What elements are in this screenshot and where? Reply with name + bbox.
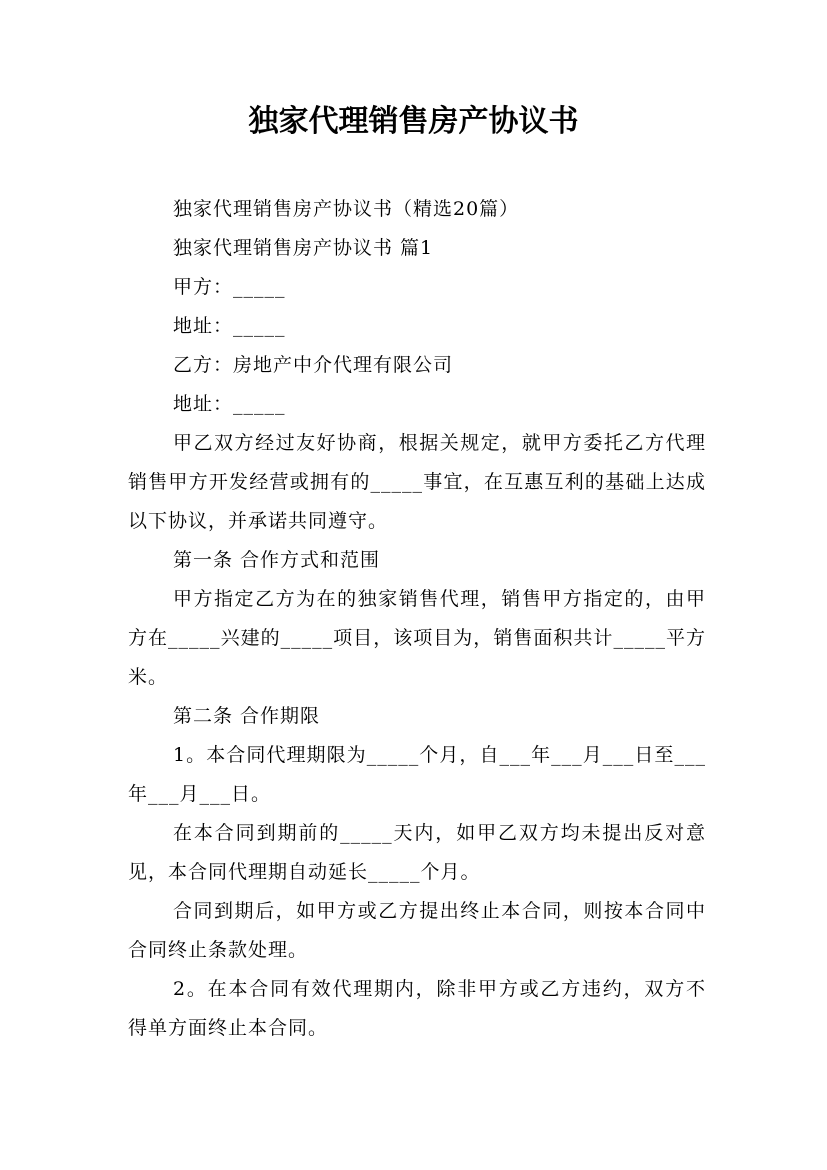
paragraph-article-2-clause-1: 1。本合同代理期限为_____个月，自___年___月___日至___年___月___日。 — [128, 744, 706, 805]
document-body — [128, 190, 706, 1048]
paragraph-party-a: 甲方：_____ — [173, 276, 286, 298]
paragraph-party-b-address: 地址：_____ — [173, 393, 286, 415]
paragraph-article-1-body: 甲方指定乙方为在的独家销售代理，销售甲方指定的，由甲方在_____兴建的_____项目，该项目为，销售面积共计_____平方米。 — [128, 588, 706, 688]
paragraph-article-2-termination: 合同到期后，如甲方或乙方提出终止本合同，则按本合同中合同终止条款处理。 — [128, 900, 706, 961]
paragraph-article-1-heading: 第一条 合作方式和范围 — [173, 549, 381, 571]
paragraph-article-2-extension: 在本合同到期前的_____天内，如甲乙双方均未提出反对意见，本合同代理期自动延长_____个月。 — [128, 822, 706, 883]
paragraph-party-a-address: 地址：_____ — [173, 315, 286, 337]
paragraph-subtitle: 独家代理销售房产协议书（精选20篇） — [173, 198, 520, 220]
paragraph-article-2-heading: 第二条 合作期限 — [173, 705, 321, 727]
paragraph-party-b: 乙方：房地产中介代理有限公司 — [173, 354, 454, 376]
document-title: 独家代理销售房产协议书 — [248, 104, 579, 139]
paragraph-preamble: 甲乙双方经过友好协商，根据关规定，就甲方委托乙方代理销售甲方开发经营或拥有的_____事宜，在互惠互利的基础上达成以下协议，并承诺共同遵守。 — [128, 432, 706, 532]
paragraph-article-2-clause-2: 2。在本合同有效代理期内，除非甲方或乙方违约，双方不得单方面终止本合同。 — [128, 978, 706, 1039]
paragraph-section-heading: 独家代理销售房产协议书 篇1 — [173, 237, 434, 259]
